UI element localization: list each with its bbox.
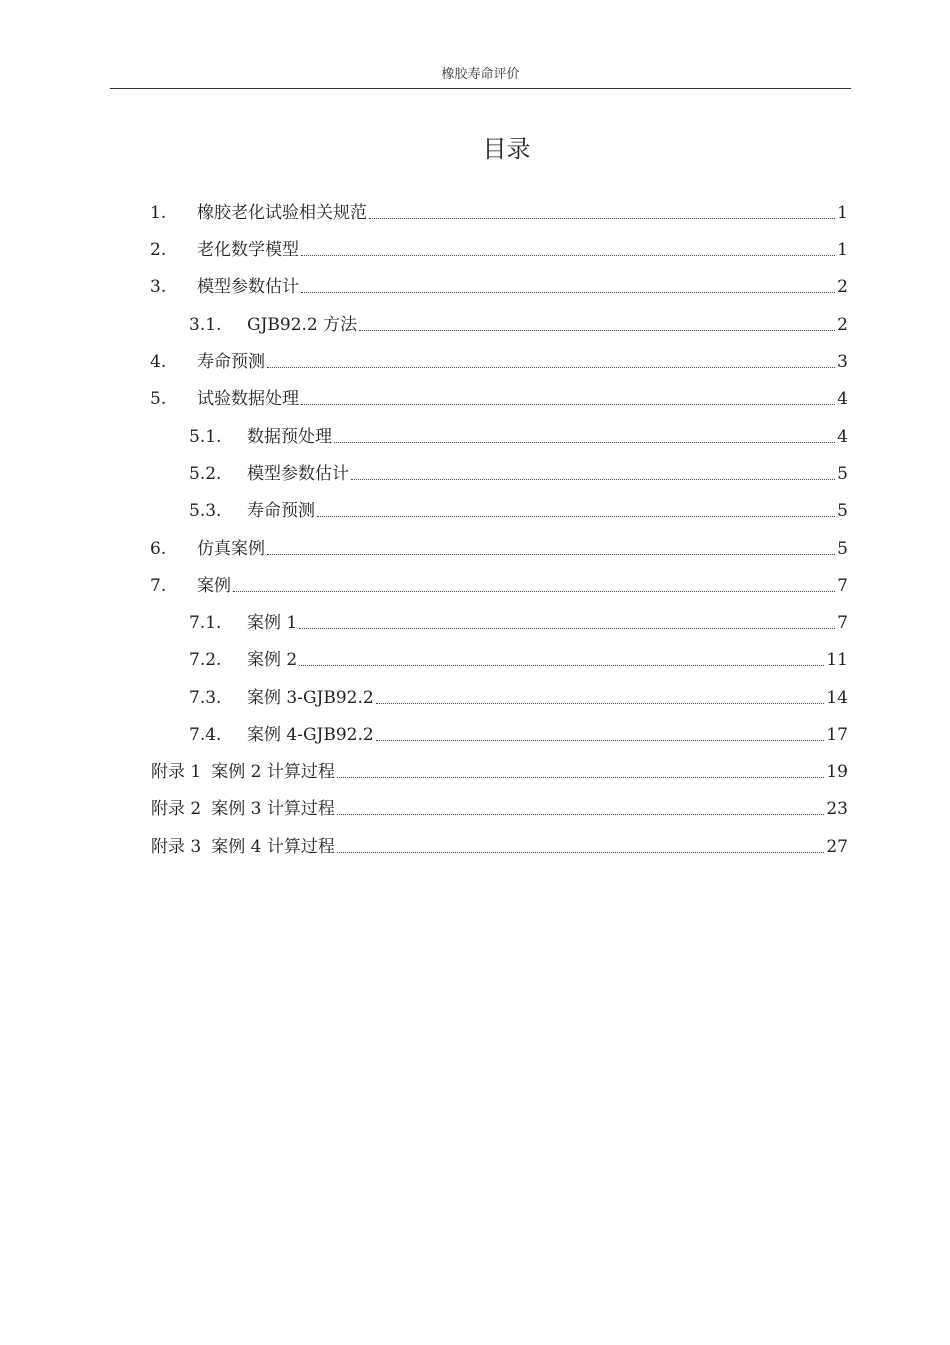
toc-entry-number: 7.1. bbox=[189, 613, 222, 633]
toc-entry[interactable] bbox=[150, 573, 848, 597]
toc-leader-dots bbox=[337, 777, 825, 778]
toc-leader-dots bbox=[301, 292, 835, 293]
toc-entry[interactable] bbox=[151, 796, 848, 820]
toc-entry[interactable] bbox=[150, 536, 848, 560]
toc-entry-title: 案例 bbox=[197, 576, 231, 596]
toc-entry-title: 试验数据处理 bbox=[197, 389, 299, 409]
toc-entry-page: 5 bbox=[837, 464, 848, 484]
toc-entry-title: 橡胶老化试验相关规范 bbox=[197, 203, 367, 223]
toc-leader-dots bbox=[301, 255, 835, 256]
toc-entry-page: 1 bbox=[837, 203, 848, 223]
toc-entry-title: 数据预处理 bbox=[247, 427, 332, 447]
toc-entry[interactable] bbox=[150, 386, 848, 410]
toc-entry-title: 案例 4-GJB92.2 bbox=[247, 725, 374, 745]
toc-entry[interactable] bbox=[189, 498, 848, 522]
toc-entry-page: 23 bbox=[826, 799, 848, 819]
toc-entry-page: 7 bbox=[837, 613, 848, 633]
toc-leader-dots bbox=[299, 628, 835, 629]
toc-entry-number: 7.2. bbox=[189, 650, 222, 670]
toc-leader-dots bbox=[337, 852, 825, 853]
toc-entry[interactable] bbox=[189, 722, 848, 746]
toc-entry-title: 模型参数估计 bbox=[197, 277, 299, 297]
toc-entry-number: 5. bbox=[150, 389, 167, 409]
toc-title: 目录 bbox=[482, 135, 531, 163]
toc-entry-page: 1 bbox=[837, 240, 848, 260]
toc-entry-number: 附录 2 bbox=[151, 799, 202, 819]
toc-leader-dots bbox=[337, 814, 825, 815]
toc-entry-title: 老化数学模型 bbox=[197, 240, 299, 260]
toc-entry[interactable] bbox=[151, 759, 848, 783]
toc-entry-page: 3 bbox=[837, 352, 848, 372]
toc-entry-number: 7. bbox=[150, 576, 167, 596]
toc-entry-number: 5.3. bbox=[189, 501, 222, 521]
toc-entry-page: 11 bbox=[826, 650, 848, 670]
toc-entry-page: 19 bbox=[826, 762, 848, 782]
toc-entry-title: 案例 2 bbox=[247, 650, 298, 670]
toc-entry-number: 5.1. bbox=[189, 427, 222, 447]
running-header bbox=[110, 66, 851, 89]
toc-entry-page: 2 bbox=[837, 315, 848, 335]
toc-entry-page: 4 bbox=[837, 389, 848, 409]
toc-leader-dots bbox=[301, 404, 835, 405]
toc-entry[interactable] bbox=[150, 349, 848, 373]
toc-entry-page: 4 bbox=[837, 427, 848, 447]
toc-entry[interactable] bbox=[189, 647, 848, 671]
toc-leader-dots bbox=[376, 740, 825, 741]
toc-entry-page: 27 bbox=[826, 837, 848, 857]
toc-entry-number: 7.4. bbox=[189, 725, 222, 745]
toc-entry-page: 2 bbox=[837, 277, 848, 297]
toc-entry[interactable] bbox=[189, 610, 848, 634]
toc-entry[interactable] bbox=[189, 424, 848, 448]
toc-entry-number: 7.3. bbox=[189, 688, 222, 708]
toc-entry[interactable] bbox=[150, 237, 848, 261]
toc-leader-dots bbox=[359, 330, 835, 331]
toc-entry-number: 3.1. bbox=[189, 315, 222, 335]
toc-entry-title: 寿命预测 bbox=[197, 352, 265, 372]
toc-entry-number: 附录 3 bbox=[151, 837, 202, 857]
toc-entry-title: 案例 2 计算过程 bbox=[211, 762, 335, 782]
toc-entry-title: 模型参数估计 bbox=[247, 464, 349, 484]
toc-entry-number: 4. bbox=[150, 352, 167, 372]
toc-entry-title: 案例 4 计算过程 bbox=[211, 837, 335, 857]
toc-leader-dots bbox=[376, 703, 825, 704]
toc-entry-page: 5 bbox=[837, 539, 848, 559]
running-header-title: 橡胶寿命评价 bbox=[441, 67, 520, 82]
toc-entry-title: 仿真案例 bbox=[197, 539, 265, 559]
toc-leader-dots bbox=[334, 442, 835, 443]
toc-entry-number: 1. bbox=[150, 203, 167, 223]
toc-entry-number: 3. bbox=[150, 277, 167, 297]
toc-entry[interactable] bbox=[189, 685, 848, 709]
toc-leader-dots bbox=[369, 218, 835, 219]
toc-leader-dots bbox=[233, 591, 835, 592]
toc-entry-title: 案例 1 bbox=[247, 613, 298, 633]
toc-leader-dots bbox=[351, 479, 835, 480]
toc-entry-number: 5.2. bbox=[189, 464, 222, 484]
toc-entry-title: 案例 3-GJB92.2 bbox=[247, 688, 374, 708]
toc-entry-page: 5 bbox=[837, 501, 848, 521]
toc-entry-number: 2. bbox=[150, 240, 167, 260]
toc-entry[interactable] bbox=[150, 274, 848, 298]
toc-entry-title: 案例 3 计算过程 bbox=[211, 799, 335, 819]
toc-entry[interactable] bbox=[189, 312, 848, 336]
toc-entry-page: 7 bbox=[837, 576, 848, 596]
toc-leader-dots bbox=[317, 516, 835, 517]
toc-entry-page: 17 bbox=[826, 725, 848, 745]
toc-leader-dots bbox=[267, 367, 835, 368]
toc-entry[interactable] bbox=[189, 461, 848, 485]
toc-leader-dots bbox=[299, 665, 824, 666]
toc-entry-title: 寿命预测 bbox=[247, 501, 315, 521]
toc-entry-title: GJB92.2 方法 bbox=[247, 315, 358, 335]
toc-entry[interactable] bbox=[151, 834, 848, 858]
toc-entry-page: 14 bbox=[826, 688, 848, 708]
toc-leader-dots bbox=[267, 554, 835, 555]
toc-entry-number: 附录 1 bbox=[151, 762, 202, 782]
toc-entry[interactable] bbox=[150, 200, 848, 224]
toc-entry-number: 6. bbox=[150, 539, 167, 559]
